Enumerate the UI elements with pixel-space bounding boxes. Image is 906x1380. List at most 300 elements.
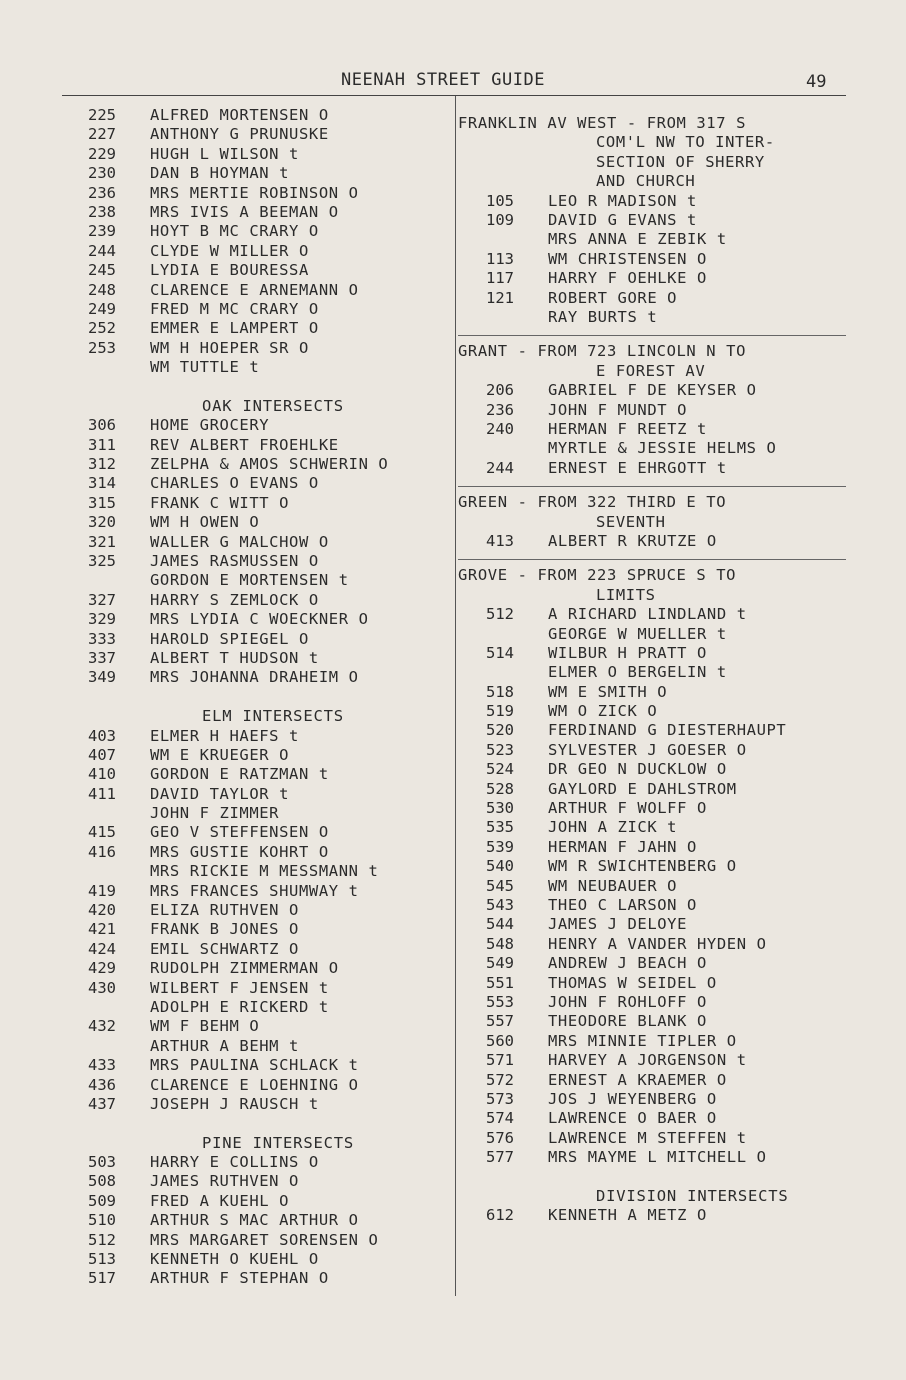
resident-name: HOYT B MC CRARY O xyxy=(150,222,319,241)
house-number: 419 xyxy=(88,881,116,900)
house-number: 574 xyxy=(486,1109,514,1128)
listing-row xyxy=(88,920,453,939)
listing-row xyxy=(458,308,848,327)
resident-name: FRANK C WITT O xyxy=(150,493,290,512)
resident-name: ALBERT R KRUTZE O xyxy=(548,531,717,550)
house-number: 429 xyxy=(88,959,116,978)
listing-row xyxy=(458,420,848,439)
listing-row xyxy=(458,915,848,934)
house-number: 551 xyxy=(486,973,514,992)
listing-row xyxy=(88,765,453,784)
resident-name: WM E SMITH O xyxy=(548,682,668,701)
resident-name: JOHN F ZIMMER xyxy=(150,804,280,823)
house-number: 528 xyxy=(486,779,514,798)
listing-row xyxy=(88,746,453,765)
intersect-label: OAK INTERSECTS xyxy=(202,396,344,415)
spacer xyxy=(88,1114,453,1133)
listing-row xyxy=(88,1250,453,1269)
resident-name: JAMES J DELOYE xyxy=(548,915,688,934)
house-number: 549 xyxy=(486,954,514,973)
house-number: 553 xyxy=(486,992,514,1011)
resident-name: THOMAS W SEIDEL O xyxy=(548,973,717,992)
house-number: 349 xyxy=(88,668,116,687)
house-number: 329 xyxy=(88,610,116,629)
resident-name: WILBERT F JENSEN t xyxy=(150,978,329,997)
house-number: 513 xyxy=(88,1250,116,1269)
section-rule xyxy=(458,486,846,487)
listing-row xyxy=(88,319,453,338)
house-number: 325 xyxy=(88,551,116,570)
listing-row xyxy=(458,1071,848,1090)
resident-name: HARRY S ZEMLOCK O xyxy=(150,590,319,609)
house-number: 109 xyxy=(486,211,514,230)
listing-row xyxy=(88,1076,453,1095)
resident-name: WM CHRISTENSEN O xyxy=(548,249,707,268)
resident-name: JOHN F ROHLOFF O xyxy=(548,992,707,1011)
resident-name: MRS MAYME L MITCHELL O xyxy=(548,1148,767,1167)
listing-row xyxy=(88,959,453,978)
resident-name: HAROLD SPIEGEL O xyxy=(150,629,309,648)
resident-name: THEO C LARSON O xyxy=(548,896,697,914)
street-heading xyxy=(458,566,848,605)
house-number: 577 xyxy=(486,1148,514,1167)
listing-row xyxy=(88,1231,453,1250)
house-number: 421 xyxy=(88,920,116,939)
house-number: 514 xyxy=(486,643,514,662)
resident-name: JOSEPH J RAUSCH t xyxy=(150,1094,319,1113)
listing-row xyxy=(88,494,453,513)
resident-name: HARRY F OEHLKE O xyxy=(548,269,707,288)
resident-name: MRS PAULINA SCHLACK t xyxy=(150,1056,359,1075)
listing-row xyxy=(88,630,453,649)
resident-name: MRS LYDIA C WOECKNER O xyxy=(150,610,369,629)
house-number: 320 xyxy=(88,513,116,532)
resident-name: ELIZA RUTHVEN O xyxy=(150,901,299,920)
house-number: 230 xyxy=(88,164,116,183)
resident-name: DAVID TAYLOR t xyxy=(150,784,290,803)
listing-row xyxy=(88,1056,453,1075)
resident-name: MRS ANNA E ZEBIK t xyxy=(548,230,727,249)
listing-row xyxy=(458,1129,848,1148)
house-number: 314 xyxy=(88,474,116,493)
listing-row xyxy=(458,954,848,973)
resident-name: ELMER O BERGELIN t xyxy=(548,663,727,682)
street-heading xyxy=(458,114,848,192)
listing-row xyxy=(458,381,848,400)
resident-name: FRANK B JONES O xyxy=(150,920,299,939)
listing-row xyxy=(88,610,453,629)
resident-name: MRS IVIS A BEEMAN O xyxy=(150,202,339,221)
resident-name: WM TUTTLE t xyxy=(150,358,260,377)
resident-name: LYDIA E BOURESSA xyxy=(150,261,309,280)
house-number: 557 xyxy=(486,1012,514,1031)
intersect-label: DIVISION INTERSECTS xyxy=(596,1186,789,1205)
resident-name: SYLVESTER J GOESER O xyxy=(548,740,747,759)
resident-name: ADOLPH E RICKERD t xyxy=(150,997,329,1016)
listing-row xyxy=(458,401,848,420)
house-number: 415 xyxy=(88,823,116,842)
listing-row xyxy=(458,896,848,915)
listing-row xyxy=(458,683,848,702)
listing-row xyxy=(88,1192,453,1211)
listing-row xyxy=(458,1109,848,1128)
listing-row xyxy=(458,289,848,308)
resident-name: HUGH L WILSON t xyxy=(150,144,299,163)
street-name-line: FRANKLIN AV WEST - FROM 317 S xyxy=(458,114,747,132)
street-heading xyxy=(458,342,848,381)
resident-name: CHARLES O EVANS O xyxy=(150,474,319,493)
resident-name: JAMES RUTHVEN O xyxy=(150,1172,299,1191)
resident-name: RAY BURTS t xyxy=(548,307,658,326)
house-number: 433 xyxy=(88,1056,116,1075)
resident-name: WM E KRUEGER O xyxy=(150,745,290,764)
left-column xyxy=(88,106,453,1289)
listing-row xyxy=(458,1206,848,1225)
listing-row xyxy=(88,940,453,959)
resident-name: FERDINAND G DIESTERHAUPT xyxy=(548,721,787,740)
listing-row xyxy=(458,818,848,837)
house-number: 312 xyxy=(88,455,116,474)
section-rule xyxy=(458,335,846,336)
listing-row xyxy=(458,780,848,799)
house-number: 545 xyxy=(486,876,514,895)
street-name-line: GRANT - FROM 723 LINCOLN N TO xyxy=(458,342,747,361)
header-rule xyxy=(62,95,846,96)
resident-name: REV ALBERT FROEHLKE xyxy=(150,435,339,454)
resident-name: JOHN A ZICK t xyxy=(548,818,678,837)
listing-row xyxy=(88,300,453,319)
resident-name: WM H OWEN O xyxy=(150,513,260,532)
house-number: 117 xyxy=(486,269,514,288)
house-number: 227 xyxy=(88,125,116,144)
house-number: 249 xyxy=(88,299,116,318)
listing-row xyxy=(88,901,453,920)
listing-row xyxy=(88,1037,453,1056)
house-number: 519 xyxy=(486,702,514,721)
resident-name: MRS MERTIE ROBINSON O xyxy=(150,183,359,202)
house-number: 544 xyxy=(486,915,514,934)
listing-row xyxy=(88,261,453,280)
listing-row xyxy=(88,804,453,823)
resident-name: ARTHUR F WOLFF O xyxy=(548,799,707,818)
listing-row xyxy=(88,571,453,590)
house-number: 206 xyxy=(486,381,514,400)
resident-name: WM F BEHM O xyxy=(150,1017,260,1036)
right-column xyxy=(458,114,848,1226)
resident-name: MRS GUSTIE KOHRT O xyxy=(150,842,329,861)
listing-row xyxy=(88,416,453,435)
column-divider xyxy=(455,96,456,1296)
house-number: 518 xyxy=(486,682,514,701)
resident-name: LAWRENCE O BAER O xyxy=(548,1109,717,1128)
resident-name: JOHN F MUNDT O xyxy=(548,400,688,419)
listing-row xyxy=(88,1172,453,1191)
resident-name: KENNETH O KUEHL O xyxy=(150,1250,319,1269)
listing-row xyxy=(88,533,453,552)
house-number: 413 xyxy=(486,531,514,550)
listing-row xyxy=(88,106,453,125)
listing-row xyxy=(458,269,848,288)
listing-row xyxy=(458,760,848,779)
listing-row xyxy=(458,1051,848,1070)
listing-row xyxy=(88,1017,453,1036)
house-number: 509 xyxy=(88,1191,116,1210)
resident-name: ARTHUR A BEHM t xyxy=(150,1036,299,1055)
resident-name: CLARENCE E LOEHNING O xyxy=(150,1075,359,1094)
listing-row xyxy=(88,1211,453,1230)
listing-row xyxy=(88,862,453,881)
resident-name: WM O ZICK O xyxy=(548,702,658,721)
house-number: 253 xyxy=(88,338,116,357)
resident-name: WM NEUBAUER O xyxy=(548,876,678,895)
house-number: 236 xyxy=(88,183,116,202)
house-number: 411 xyxy=(88,784,116,803)
listing-row xyxy=(88,591,453,610)
street-description-line: E FOREST AV xyxy=(596,361,706,380)
listing-row xyxy=(458,877,848,896)
listing-row xyxy=(458,605,848,624)
listing-row xyxy=(458,532,848,551)
house-number: 403 xyxy=(88,726,116,745)
resident-name: EMIL SCHWARTZ O xyxy=(150,939,299,958)
listing-row xyxy=(458,799,848,818)
house-number: 239 xyxy=(88,222,116,241)
house-number: 244 xyxy=(88,241,116,260)
house-number: 244 xyxy=(486,458,514,477)
house-number: 105 xyxy=(486,191,514,210)
resident-name: ANTHONY G PRUNUSKE xyxy=(150,125,329,144)
spacer xyxy=(88,688,453,707)
listing-row xyxy=(88,242,453,261)
resident-name: GEO V STEFFENSEN O xyxy=(150,823,329,842)
house-number: 315 xyxy=(88,493,116,512)
resident-name: WALLER G MALCHOW O xyxy=(150,532,329,551)
resident-name: MRS MINNIE TIPLER O xyxy=(548,1031,737,1050)
section-rule xyxy=(458,559,846,560)
street-description-line: SECTION OF SHERRY xyxy=(596,152,765,171)
listing-row xyxy=(458,1090,848,1109)
street-name-line: GROVE - FROM 223 SPRUCE S TO xyxy=(458,566,737,585)
resident-name: GAYLORD E DAHLSTROM xyxy=(548,779,737,798)
page-title: NEENAH STREET GUIDE xyxy=(341,70,545,90)
resident-name: LAWRENCE M STEFFEN t xyxy=(548,1128,747,1147)
intersect-label: PINE INTERSECTS xyxy=(202,1133,354,1152)
listing-row xyxy=(88,785,453,804)
house-number: 535 xyxy=(486,818,514,837)
house-number: 437 xyxy=(88,1094,116,1113)
house-number: 333 xyxy=(88,629,116,648)
listing-row xyxy=(88,281,453,300)
listing-row xyxy=(88,979,453,998)
listing-row xyxy=(88,823,453,842)
resident-name: HARVEY A JORGENSON t xyxy=(548,1051,747,1070)
listing-row xyxy=(88,668,453,687)
listing-row xyxy=(88,203,453,222)
house-number: 517 xyxy=(88,1269,116,1288)
spacer xyxy=(88,377,453,396)
house-number: 410 xyxy=(88,765,116,784)
listing-row xyxy=(88,184,453,203)
intersect-heading xyxy=(88,707,453,726)
house-number: 548 xyxy=(486,934,514,953)
page-number: 49 xyxy=(806,72,827,92)
house-number: 248 xyxy=(88,280,116,299)
street-description-line: SEVENTH xyxy=(596,512,666,531)
street-description-line: LIMITS xyxy=(596,585,656,604)
house-number: 503 xyxy=(88,1153,116,1172)
resident-name: GORDON E RATZMAN t xyxy=(150,765,329,784)
listing-row xyxy=(88,455,453,474)
house-number: 420 xyxy=(88,901,116,920)
resident-name: MRS MARGARET SORENSEN O xyxy=(150,1230,379,1249)
listing-row xyxy=(458,230,848,249)
house-number: 430 xyxy=(88,978,116,997)
listing-row xyxy=(458,1032,848,1051)
house-number: 240 xyxy=(486,419,514,438)
house-number: 512 xyxy=(486,605,514,624)
house-number: 543 xyxy=(486,896,514,914)
house-number: 424 xyxy=(88,939,116,958)
listing-row xyxy=(458,838,848,857)
resident-name: GABRIEL F DE KEYSER O xyxy=(548,381,757,400)
listing-row xyxy=(458,935,848,954)
resident-name: ELMER H HAEFS t xyxy=(150,726,299,745)
listing-row xyxy=(88,882,453,901)
listing-row xyxy=(88,1153,453,1172)
listing-row xyxy=(458,663,848,682)
resident-name: LEO R MADISON t xyxy=(548,191,697,210)
house-number: 573 xyxy=(486,1089,514,1108)
resident-name: JOS J WEYENBERG O xyxy=(548,1089,717,1108)
house-number: 560 xyxy=(486,1031,514,1050)
house-number: 236 xyxy=(486,400,514,419)
street-description-line: AND CHURCH xyxy=(596,172,696,191)
resident-name: WILBUR H PRATT O xyxy=(548,643,707,662)
listing-row xyxy=(458,439,848,458)
resident-name: A RICHARD LINDLAND t xyxy=(548,605,747,624)
resident-name: KENNETH A METZ O xyxy=(548,1206,707,1225)
resident-name: HERMAN F REETZ t xyxy=(548,419,707,438)
listing-row xyxy=(88,513,453,532)
house-number: 539 xyxy=(486,837,514,856)
street-heading xyxy=(458,493,848,532)
listing-row xyxy=(458,702,848,721)
house-number: 523 xyxy=(486,740,514,759)
spacer xyxy=(458,1167,848,1186)
resident-name: MRS JOHANNA DRAHEIM O xyxy=(150,668,359,687)
intersect-heading xyxy=(88,397,453,416)
listing-row xyxy=(458,1148,848,1167)
listing-row xyxy=(88,1095,453,1114)
house-number: 337 xyxy=(88,648,116,667)
resident-name: RUDOLPH ZIMMERMAN O xyxy=(150,959,339,978)
resident-name: ANDREW J BEACH O xyxy=(548,954,707,973)
resident-name: MRS RICKIE M MESSMANN t xyxy=(150,862,379,881)
house-number: 407 xyxy=(88,745,116,764)
house-number: 113 xyxy=(486,249,514,268)
resident-name: THEODORE BLANK O xyxy=(548,1012,707,1031)
listing-row xyxy=(458,211,848,230)
listing-row xyxy=(88,727,453,746)
resident-name: DAVID G EVANS t xyxy=(548,211,697,230)
listing-row xyxy=(458,625,848,644)
listing-row xyxy=(458,857,848,876)
resident-name: HARRY E COLLINS O xyxy=(150,1153,319,1172)
house-number: 245 xyxy=(88,261,116,280)
house-number: 321 xyxy=(88,532,116,551)
listing-row xyxy=(88,649,453,668)
listing-row xyxy=(88,145,453,164)
house-number: 252 xyxy=(88,319,116,338)
house-number: 520 xyxy=(486,721,514,740)
resident-name: ERNEST E EHRGOTT t xyxy=(548,458,727,477)
house-number: 512 xyxy=(88,1230,116,1249)
resident-name: MYRTLE & JESSIE HELMS O xyxy=(548,439,777,458)
house-number: 306 xyxy=(88,416,116,435)
listing-row xyxy=(458,974,848,993)
listing-row xyxy=(88,998,453,1017)
house-number: 530 xyxy=(486,799,514,818)
resident-name: HERMAN F JAHN O xyxy=(548,837,697,856)
house-number: 524 xyxy=(486,760,514,779)
resident-name: MRS FRANCES SHUMWAY t xyxy=(150,881,359,900)
resident-name: ALFRED MORTENSEN O xyxy=(150,106,329,124)
resident-name: JAMES RASMUSSEN O xyxy=(150,551,319,570)
house-number: 311 xyxy=(88,435,116,454)
house-number: 121 xyxy=(486,288,514,307)
listing-row xyxy=(88,1269,453,1288)
listing-row xyxy=(88,358,453,377)
house-number: 238 xyxy=(88,202,116,221)
house-number: 229 xyxy=(88,144,116,163)
resident-name: ROBERT GORE O xyxy=(548,288,678,307)
intersect-heading xyxy=(458,1187,848,1206)
resident-name: ALBERT T HUDSON t xyxy=(150,648,319,667)
listing-row xyxy=(88,843,453,862)
resident-name: WM R SWICHTENBERG O xyxy=(548,857,737,876)
house-number: 571 xyxy=(486,1051,514,1070)
listing-row xyxy=(88,222,453,241)
listing-row xyxy=(458,459,848,478)
resident-name: DAN B HOYMAN t xyxy=(150,164,290,183)
street-description-line: COM'L NW TO INTER- xyxy=(596,133,775,152)
resident-name: GORDON E MORTENSEN t xyxy=(150,571,349,590)
intersect-heading xyxy=(88,1134,453,1153)
listing-row xyxy=(458,741,848,760)
house-number: 327 xyxy=(88,590,116,609)
resident-name: ZELPHA & AMOS SCHWERIN O xyxy=(150,455,389,474)
resident-name: FRED A KUEHL O xyxy=(150,1191,290,1210)
house-number: 540 xyxy=(486,857,514,876)
resident-name: HOME GROCERY xyxy=(150,416,270,435)
listing-row xyxy=(88,339,453,358)
intersect-label: ELM INTERSECTS xyxy=(202,707,344,726)
resident-name: WM H HOEPER SR O xyxy=(150,338,309,357)
resident-name: HENRY A VANDER HYDEN O xyxy=(548,934,767,953)
house-number: 510 xyxy=(88,1211,116,1230)
resident-name: GEORGE W MUELLER t xyxy=(548,624,727,643)
listing-row xyxy=(88,125,453,144)
resident-name: CLYDE W MILLER O xyxy=(150,241,309,260)
listing-row xyxy=(458,1012,848,1031)
resident-name: DR GEO N DUCKLOW O xyxy=(548,760,727,779)
house-number: 576 xyxy=(486,1128,514,1147)
resident-name: ARTHUR S MAC ARTHUR O xyxy=(150,1211,359,1230)
house-number: 436 xyxy=(88,1075,116,1094)
street-name-line: GREEN - FROM 322 THIRD E TO xyxy=(458,493,727,512)
listing-row xyxy=(88,474,453,493)
listing-row xyxy=(458,721,848,740)
